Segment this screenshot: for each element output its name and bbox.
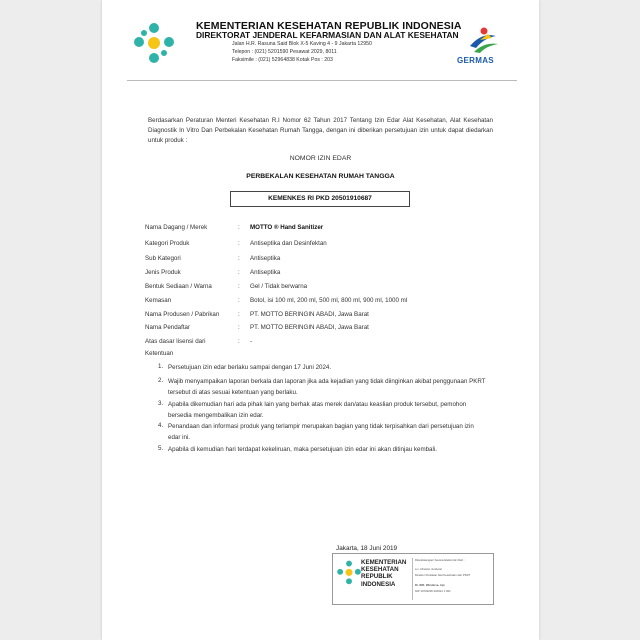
provision-text: Persetujuan izin edar berlaku sampai dengan 17 Juni 2024. xyxy=(168,364,332,371)
field-label-manufacturer: Nama Produsen / Pabrikan xyxy=(145,311,220,318)
field-colon: : xyxy=(238,283,240,290)
stamp-org-line: KESEHATAN xyxy=(361,566,399,574)
provision-number: 1. xyxy=(158,363,164,370)
provision-number: 2. xyxy=(158,377,164,384)
header-fax: Faksimile : (021) 52964838 Kotak Pos : 203 xyxy=(232,57,333,63)
field-colon: : xyxy=(238,269,240,276)
kemenkes-logo-icon xyxy=(132,22,176,66)
field-value-manufacturer: PT. MOTTO BERINGIN ABADI, Jawa Barat xyxy=(250,311,369,318)
field-label-license: Atas dasar lisensi dari xyxy=(145,338,206,345)
stamp-signer-name: Dr. IDR. Windarsa, Apt xyxy=(415,583,445,587)
field-value-registrant: PT. MOTTO BERINGIN ABADI, Jawa Barat xyxy=(250,324,369,331)
field-label-brand: Nama Dagang / Merek xyxy=(145,224,208,231)
header-address: Jalan H.R. Rasuna Said Blok X-5 Kaving 4 - 9 Jakarta 12950 xyxy=(232,41,372,47)
e-signature-stamp xyxy=(332,553,494,605)
field-label-category: Kategori Produk xyxy=(145,240,190,247)
field-colon: : xyxy=(238,224,240,231)
field-label-subcategory: Sub Kategori xyxy=(145,255,181,262)
provision-text: Wajib menyampaikan laporan berkala dan laporan jika ada kejadian yang tidak diinginkan akibat penggunaan PKRT tersebut di atas sesuai ketentuan yang berlaku. xyxy=(168,378,486,396)
field-label-product-type: Jenis Produk xyxy=(145,269,181,276)
category-heading: PERBEKALAN KESEHATAN RUMAH TANGGA xyxy=(246,173,395,180)
header-phone: Telepon : (021) 5201590 Pesawat 2029, 8011 xyxy=(232,49,337,55)
directorate-title: DIREKTORAT JENDERAL KEFARMASIAN DAN ALAT KESEHATAN xyxy=(196,30,459,40)
field-value-packaging: Botol, isi 100 ml, 200 ml, 500 ml, 800 ml, 900 ml, 1000 ml xyxy=(250,297,408,304)
provision-number: 4. xyxy=(158,422,164,429)
provision-number: 3. xyxy=(158,400,164,407)
field-colon: : xyxy=(238,255,240,262)
ministry-title: KEMENTERIAN KESEHATAN REPUBLIK INDONESIA xyxy=(196,20,462,32)
field-value-brand: MOTTO ® Hand Sanitizer xyxy=(250,224,324,231)
provision-text: Apabila dikemudian hari ada pihak lain yang berhak atas merek dan/atau keaslian produk tersebut, pemohon bersedia mengembalikan izin edar. xyxy=(168,401,467,419)
stamp-signer-nip: NIP 19702206 200312 1 001 xyxy=(415,589,451,593)
kemenkes-stamp-logo-icon xyxy=(336,560,362,586)
field-colon: : xyxy=(238,338,240,345)
germas-logo-icon xyxy=(462,26,502,54)
field-colon: : xyxy=(238,240,240,247)
provision-text: Apabila di kemudian hari terdapat kekeliruan, maka persetujuan izin edar ini akan ditinjau kembali. xyxy=(168,446,437,453)
field-label-form: Bentuk Sediaan / Warna xyxy=(145,283,212,290)
provisions-heading: Ketentuan xyxy=(145,350,174,357)
provision-text: Penandaan dan informasi produk yang terlampir merupakan bagian yang tidak terpisahkan dari persetujuan izin edar ini. xyxy=(168,423,474,441)
provision-number: 5. xyxy=(158,445,164,452)
stamp-org-line: INDONESIA xyxy=(361,580,396,588)
intro-paragraph: Berdasarkan Peraturan Menteri Kesehatan R.I Nomor 62 Tahun 2017 Tentang Izin Edar Alat Kesehatan, Alat Kesehatan Diagnostik In Vitro Dan Perbekalan Kesehatan Rumah Tangga, dengan ini diberikan persetujuan izin untuk dapat diedarkan untuk produk : xyxy=(148,117,493,144)
field-colon: : xyxy=(238,311,240,318)
field-value-license: - xyxy=(250,338,253,345)
field-value-form: Gel / Tidak berwarna xyxy=(250,283,308,290)
field-value-category: Antiseptika dan Desinfektan xyxy=(250,240,327,247)
header-divider xyxy=(127,80,517,81)
signature-date: Jakarta, 18 Juni 2019 xyxy=(336,545,398,552)
permit-heading: NOMOR IZIN EDAR xyxy=(289,155,352,162)
field-colon: : xyxy=(238,297,240,304)
document-page xyxy=(102,0,539,640)
field-label-packaging: Kemasan xyxy=(145,297,172,304)
stamp-on-behalf: a.n. Direktur Jenderal xyxy=(415,567,442,571)
field-colon: : xyxy=(238,324,240,331)
stamp-org-name xyxy=(361,559,406,588)
stamp-org-line: KEMENTERIAN xyxy=(361,559,407,566)
stamp-org-line: REPUBLIK xyxy=(361,573,393,581)
stamp-position: Direktur Penilaian Alat Kesehatan dan PKRT xyxy=(415,573,471,577)
stamp-signed-by: Ditandatangani Secara Elektronik Oleh : xyxy=(415,558,465,562)
permit-number: KEMENKES RI PKD 20501910687 xyxy=(230,191,410,207)
field-value-subcategory: Antiseptika xyxy=(250,255,281,262)
field-label-registrant: Nama Pendaftar xyxy=(145,324,191,331)
stamp-divider xyxy=(412,558,413,600)
field-value-product-type: Antiseptika xyxy=(250,269,281,276)
germas-label: GERMAS xyxy=(457,56,494,65)
